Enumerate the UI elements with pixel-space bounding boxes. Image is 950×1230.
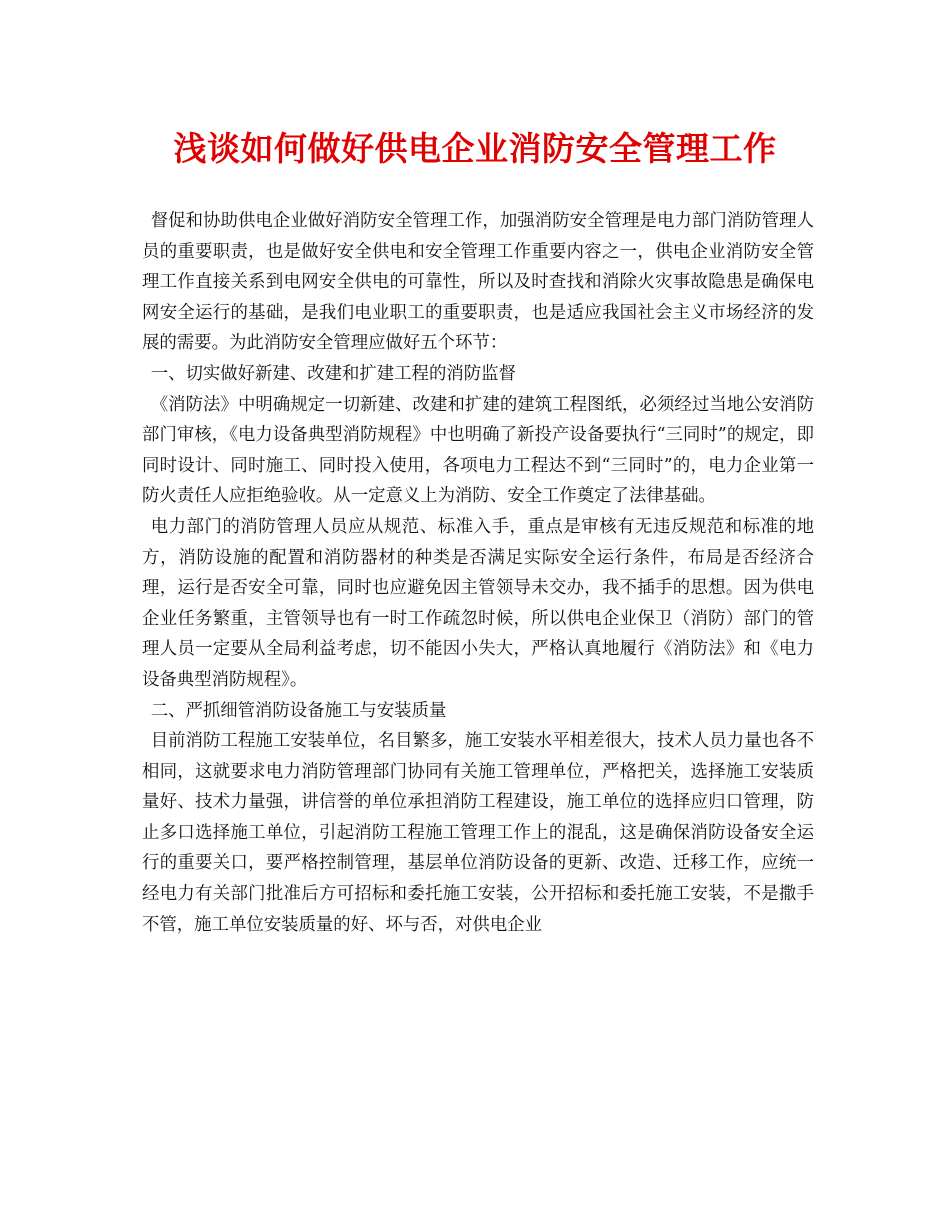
document-title: 浅谈如何做好供电企业消防安全管理工作	[173, 129, 777, 168]
paragraph-section1-staff: 电力部门的消防管理人员应从规范、标准入手，重点是审核有无违反规范和标准的地方，消防设施的配置和消防器材的种类是否满足实际安全运行条件，布局是否经济合理，运行是否安全可靠，同时也应避免因主管领导未交办，我不插手的思想。因为供电企业任务繁重，主管领导也有一时工作疏忽时候，所以供电企业保卫（消防）部门的管理人员一定要从全局利益考虑，切不能因小失大，严格认真地履行《消防法》和《电力设备典型消防规程》。	[142, 516, 814, 690]
paragraph-section1-law: 《消防法》中明确规定一切新建、改建和扩建的建筑工程图纸，必须经过当地公安消防部门审核，《电力设备典型消防规程》中也明确了新投产设备要执行“三同时”的规定，即同时设计、同时施工、同时投入使用，各项电力工程达不到“三同时”的，电力企业第一防火责任人应拒绝验收。从一定意义上为消防、安全工作奠定了法律基础。	[142, 394, 814, 507]
paragraph-section2-construction: 目前消防工程施工安装单位，名目繁多，施工安装水平相差很大，技术人员力量也各不相同，这就要求电力消防管理部门协同有关施工管理单位，严格把关，选择施工安装质量好、技术力量强，讲信誉的单位承担消防工程建设，施工单位的选择应归口管理，防止多口选择施工单位，引起消防工程施工管理工作上的混乱，这是确保消防设备安全运行的重要关口，要严格控制管理，基层单位消防设备的更新、改造、迁移工作，应统一经电力有关部门批准后方可招标和委托施工安装，公开招标和委托施工安装，不是撒手不管，施工单位安装质量的好、坏与否，对供电企业	[142, 731, 814, 935]
section-heading-2: 二、严抓细管消防设备施工与安装质量	[150, 700, 447, 721]
paragraph-intro: 督促和协助供电企业做好消防安全管理工作，加强消防安全管理是电力部门消防管理人员的重要职责，也是做好安全供电和安全管理工作重要内容之一，供电企业消防安全管理工作直接关系到电网安全供电的可靠性，所以及时查找和消除火灾事故隐患是确保电网安全运行的基础，是我们电业职工的重要职责，也是适应我国社会主义市场经济的发展的需要。为此消防安全管理应做好五个环节：	[142, 211, 814, 354]
document-body	[142, 206, 814, 940]
section-heading-1: 一、切实做好新建、改建和扩建工程的消防监督	[150, 363, 516, 384]
